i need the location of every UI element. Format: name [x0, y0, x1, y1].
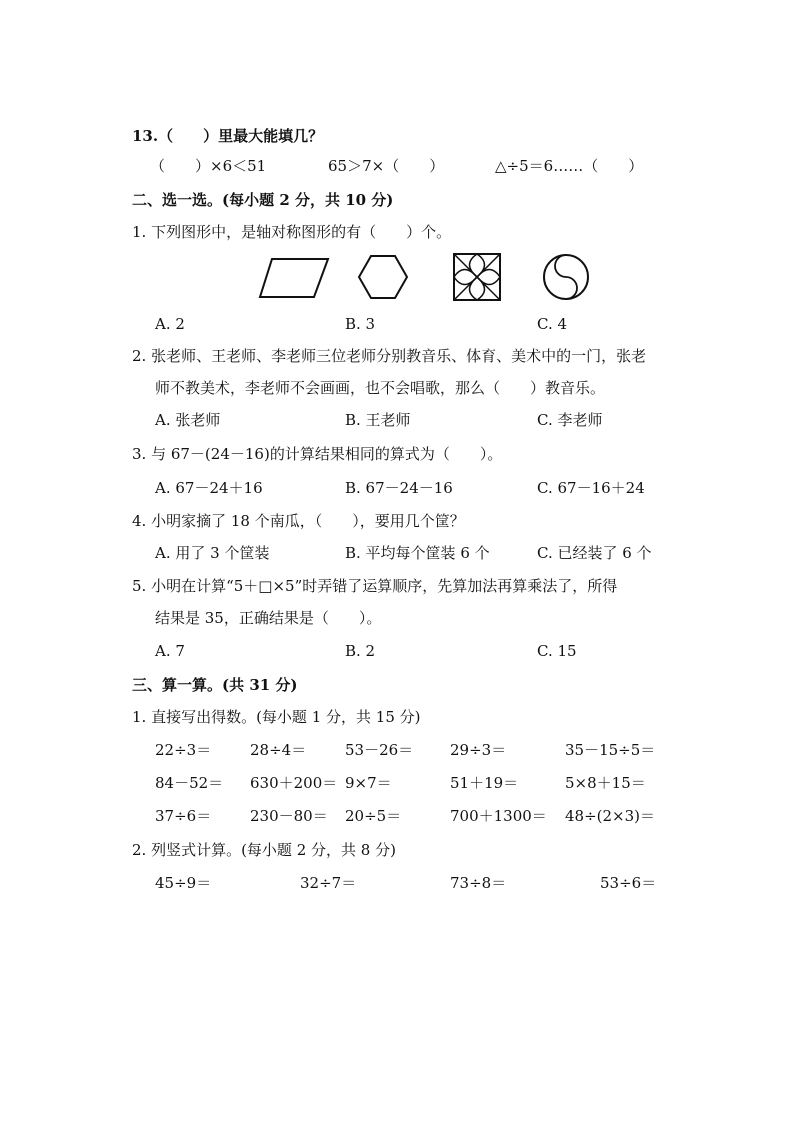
s3-q1-calc: 22÷3＝ — [155, 741, 212, 759]
s2-q5-option-c: C. 15 — [537, 642, 577, 660]
s2-q5-stem-line2: 结果是 35，正确结果是（ ）。 — [155, 609, 382, 627]
s3-q1-title: 1. 直接写出得数。(每小题 1 分，共 15 分) — [132, 708, 421, 726]
s2-q4-stem: 4. 小明家摘了 18 个南瓜，（ ），要用几个筐？ — [132, 512, 465, 530]
s2-q5-stem-line1: 5. 小明在计算“5＋□×5”时弄错了运算顺序，先算加法再算乘法了，所得 — [132, 577, 618, 595]
q13-item-3: △÷5＝6……（ ） — [495, 157, 644, 175]
s3-q1-calc: 28÷4＝ — [250, 741, 307, 759]
hexagon-figure — [357, 253, 409, 301]
s2-q2-option-a: A. 张老师 — [155, 411, 221, 429]
s3-q1-calc: 51＋19＝ — [450, 774, 519, 792]
s3-q2-item-2: 32÷7＝ — [300, 874, 357, 892]
s2-q4-option-a: A. 用了 3 个筐装 — [155, 544, 270, 562]
s2-q1-stem: 1. 下列图形中，是轴对称图形的有（ ）个。 — [132, 223, 452, 241]
s3-q1-calc: 9×7＝ — [345, 774, 392, 792]
s2-q2-option-c: C. 李老师 — [537, 411, 603, 429]
q13-item-1: （ ）×6＜51 — [150, 157, 267, 175]
s3-q1-calc: 700＋1300＝ — [450, 807, 547, 825]
parallelogram-figure — [258, 255, 330, 301]
s2-q3-option-c: C. 67－16＋24 — [537, 479, 645, 497]
s2-q5-option-a: A. 7 — [155, 642, 185, 660]
s3-q1-calc: 48÷(2×3)＝ — [565, 807, 656, 825]
s3-q2-title: 2. 列竖式计算。(每小题 2 分，共 8 分) — [132, 841, 396, 859]
s2-q1-option-b: B. 3 — [345, 315, 376, 333]
s3-q1-calc: 5×8＋15＝ — [565, 774, 646, 792]
s3-q1-calc: 20÷5＝ — [345, 807, 402, 825]
s2-q2-stem-line2: 师不教美术，李老师不会画画，也不会唱歌，那么（ ）教音乐。 — [155, 379, 606, 397]
s3-q1-calc: 84－52＝ — [155, 774, 224, 792]
s2-q4-option-c: C. 已经装了 6 个 — [537, 544, 652, 562]
s2-q4-option-b: B. 平均每个筐装 6 个 — [345, 544, 490, 562]
s2-q1-option-c: C. 4 — [537, 315, 568, 333]
s2-q5-option-b: B. 2 — [345, 642, 376, 660]
s2-q3-option-b: B. 67－24－16 — [345, 479, 453, 497]
s3-q2-item-1: 45÷9＝ — [155, 874, 212, 892]
s3-q1-calc: 53－26＝ — [345, 741, 414, 759]
yin-yang-circle-figure — [541, 252, 591, 302]
s2-q1-option-a: A. 2 — [155, 315, 185, 333]
section2-heading: 二、选一选。(每小题 2 分，共 10 分) — [132, 191, 394, 209]
q13-title: 13.（ ）里最大能填几？ — [132, 127, 324, 145]
s3-q2-item-3: 73÷8＝ — [450, 874, 507, 892]
s2-q2-option-b: B. 王老师 — [345, 411, 411, 429]
q13-item-2: 65＞7×（ ） — [328, 157, 445, 175]
square-flower-figure — [452, 252, 502, 302]
s3-q1-calc: 35－15÷5＝ — [565, 741, 656, 759]
s3-q1-calc: 630＋200＝ — [250, 774, 338, 792]
s2-q3-stem: 3. 与 67－(24－16)的计算结果相同的算式为（ ）。 — [132, 445, 503, 463]
s3-q1-calc: 37÷6＝ — [155, 807, 212, 825]
s2-q3-option-a: A. 67－24＋16 — [155, 479, 263, 497]
section3-heading: 三、算一算。(共 31 分) — [132, 676, 298, 694]
s3-q2-item-4: 53÷6＝ — [600, 874, 657, 892]
s3-q1-calc: 230－80＝ — [250, 807, 328, 825]
s3-q1-calc: 29÷3＝ — [450, 741, 507, 759]
s2-q2-stem-line1: 2. 张老师、王老师、李老师三位老师分别教音乐、体育、美术中的一门，张老 — [132, 347, 647, 365]
